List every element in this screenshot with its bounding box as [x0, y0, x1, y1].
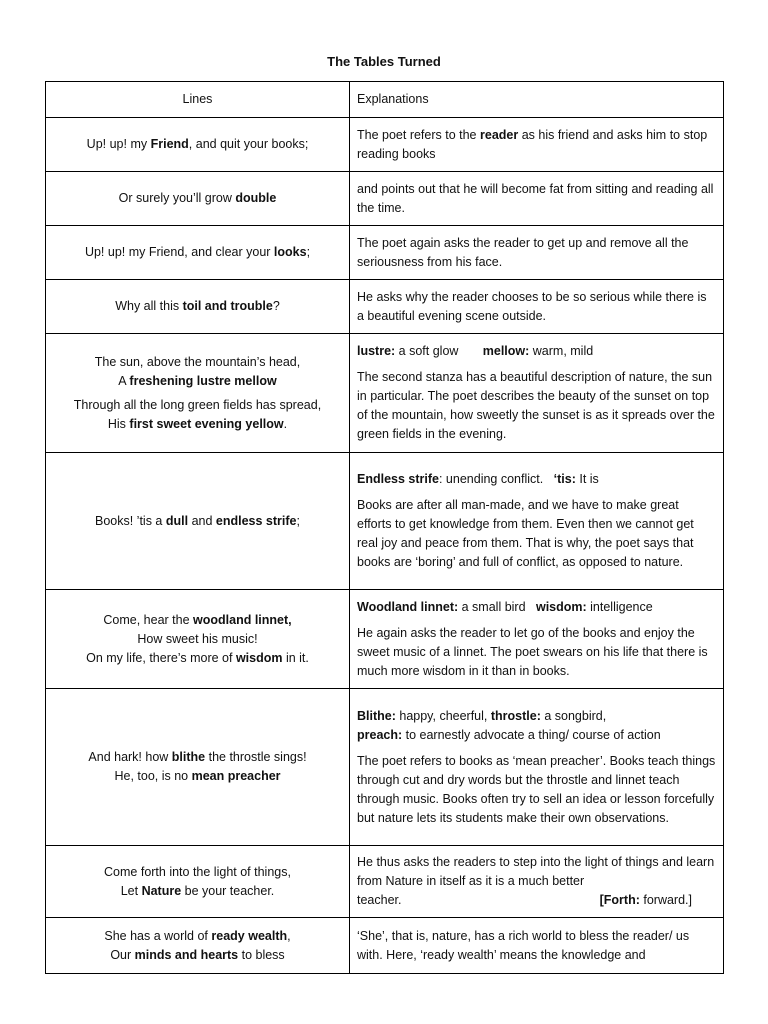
poem-line [53, 243, 342, 262]
explanation-text: teacher. [357, 893, 402, 907]
explanation-paragraph [357, 496, 716, 572]
explanation-bold: lustre: [357, 344, 396, 358]
poem-line [53, 611, 342, 630]
poem-lines-cell [46, 590, 350, 689]
table-row [46, 280, 724, 334]
explanation-bold: Blithe: [357, 708, 396, 723]
explanation-text: a small bird [458, 599, 536, 614]
explanation-bold: mellow: [482, 344, 530, 358]
poem-line-bold: looks [273, 245, 307, 259]
poem-line-text: The sun, above the mountain’s head, [94, 354, 301, 369]
explanation-text: to earnestly advocate a thing/ course of action [402, 727, 661, 742]
poem-lines-cell [46, 918, 350, 974]
poem-line-bold: woodland linnet, [193, 612, 292, 627]
stanza [53, 512, 342, 531]
explanation-paragraph [357, 752, 719, 828]
poem-line [53, 927, 342, 946]
explanation-cell [350, 846, 724, 918]
poem-lines-cell [46, 453, 350, 590]
poem-line-text: in it. [282, 650, 309, 665]
poem-line-text: and [188, 513, 216, 528]
explanation-text: He asks why the reader chooses to be so serious while there is a beautiful evening scene outside. [357, 289, 710, 323]
poem-line-text: ? [272, 299, 280, 313]
explanation-bold: [Forth: [599, 893, 640, 907]
explanation-text: The poet refers to the [357, 127, 480, 142]
stanza [53, 927, 342, 965]
poem-line-text: , [287, 928, 291, 943]
stanza [53, 748, 342, 786]
explanation-paragraph [357, 853, 716, 891]
poem-line-bold: toil and trouble [182, 299, 273, 313]
poem-line-bold: ready wealth [211, 928, 288, 943]
table-header-row [46, 82, 724, 118]
poem-line [53, 189, 342, 208]
explanation-cell [350, 689, 724, 846]
poem-line-bold: wisdom [235, 650, 283, 665]
explanation-cell [350, 918, 724, 974]
explanation-cell [350, 334, 724, 453]
stanza [53, 135, 342, 154]
explanation-text: a songbird, [540, 708, 607, 723]
poem-lines-cell [46, 172, 350, 226]
poem-line-text: Through all the long green fields has spread, [73, 397, 322, 412]
explanation-bold: ‘tis: [553, 472, 576, 486]
poem-line-text: to bless [238, 947, 285, 962]
table-row [46, 226, 724, 280]
poem-line-text: She has a world of [104, 928, 212, 943]
poem-lines-cell [46, 280, 350, 334]
table-row [46, 334, 724, 453]
poem-table [45, 81, 724, 974]
explanation-text: as his friend and asks him to stop reading books [357, 127, 711, 161]
poem-line [53, 767, 342, 786]
explanation-cell [350, 118, 724, 172]
poem-line [53, 863, 342, 882]
explanation-tail [357, 891, 716, 910]
poem-line-bold: freshening lustre mellow [129, 373, 277, 388]
stanza [53, 189, 342, 208]
poem-lines-cell [46, 689, 350, 846]
explanation-text: a soft glow [395, 344, 483, 358]
poem-line-text: Our [110, 947, 135, 962]
stanza [53, 611, 342, 668]
explanation-text: happy, cheerful, [395, 708, 491, 723]
poem-line-text: And hark! how [88, 750, 172, 764]
poem-line [53, 297, 342, 316]
poem-line-text: Come forth into the light of things, [104, 864, 291, 879]
explanation-bold: preach: [357, 727, 403, 742]
header-lines: Lines [46, 82, 350, 118]
poem-line [53, 748, 342, 767]
explanation-paragraph [357, 707, 716, 745]
table-row [46, 453, 724, 590]
explanation-cell [350, 280, 724, 334]
explanation-paragraph [357, 624, 716, 681]
poem-lines-cell [46, 846, 350, 918]
poem-line-bold: dull [165, 513, 189, 528]
poem-line-text: Let [120, 883, 142, 898]
poem-line-bold: blithe [171, 750, 206, 764]
poem-line-text: Come, hear the [103, 612, 194, 627]
poem-line-bold: Nature [141, 883, 182, 898]
poem-line-text: Books! ’tis a [95, 513, 166, 528]
table-row [46, 918, 724, 974]
explanation-text: The second stanza has a beautiful description of nature, the sun in particular. The poet describes the beauty of the sunset on top of the mountain, how sweetly the sunset is as it spreads over the green fields in the evening. [357, 370, 719, 441]
poem-lines-cell [46, 118, 350, 172]
poem-line-text: ; [296, 513, 300, 528]
poem-line-text: , and quit your books; [188, 137, 309, 151]
poem-line [53, 135, 342, 154]
stanza [53, 396, 342, 434]
explanation-bold: Endless strife [357, 472, 439, 486]
poem-line [53, 630, 342, 649]
explanation-bold: wisdom: [535, 599, 587, 614]
table-row [46, 118, 724, 172]
poem-lines-cell [46, 334, 350, 453]
explanation-paragraph [357, 126, 716, 164]
poem-line-bold: minds and hearts [134, 947, 239, 962]
explanation-bold: Woodland linnet: [357, 599, 459, 614]
poem-line-text: the throstle sings! [205, 750, 307, 764]
poem-line-bold: first sweet evening yellow [129, 416, 284, 431]
explanation-paragraph [357, 180, 716, 218]
poem-line-text: Or surely you’ll grow [118, 191, 236, 205]
explanation-text: He again asks the reader to let go of the books and enjoy the sweet music of a linnet. The poet swears on his life that there is much more wisdom in it than in books. [357, 625, 712, 678]
poem-line-text: ; [306, 245, 311, 259]
explanation-paragraph [357, 342, 716, 361]
explanation-text: He thus asks the readers to step into the light of things and learn from Nature in itself as it is a much better [357, 855, 718, 888]
explanation-bold: reader [480, 127, 519, 142]
poem-line-text: be your teacher. [181, 883, 275, 898]
poem-line [53, 396, 342, 415]
header-explanations: Explanations [350, 82, 724, 118]
table-row [46, 590, 724, 689]
explanation-paragraph [357, 368, 719, 444]
explanation-paragraph [357, 927, 716, 965]
explanation-text: warm, mild [529, 344, 594, 358]
poem-line-text: He, too, is no [114, 769, 192, 783]
poem-line-text: On my life, there’s more of [86, 650, 236, 665]
poem-line [53, 946, 342, 965]
poem-line [53, 649, 342, 668]
poem-line [53, 372, 342, 391]
explanation-text: intelligence [586, 599, 653, 614]
explanation-cell [350, 172, 724, 226]
poem-line-bold: Friend [150, 137, 189, 151]
explanation-text: ‘She’, that is, nature, has a rich world to bless the reader/ us with. Here, ‘ready wealth’ means the knowledge and [357, 928, 693, 962]
explanation-text: forward.] [639, 893, 692, 907]
poem-line-text: Why all this [115, 299, 183, 313]
poem-line-bold: double [235, 191, 277, 205]
explanation-cell [350, 453, 724, 590]
poem-line-text: His [107, 416, 130, 431]
page-title: The Tables Turned [327, 54, 441, 69]
poem-line [53, 512, 342, 531]
explanation-paragraph [357, 288, 716, 326]
poem-line [53, 353, 342, 372]
stanza [53, 243, 342, 262]
poem-line-text: Up! up! my [86, 137, 151, 151]
explanation-text: : unending conflict. [438, 472, 554, 486]
explanation-paragraph [357, 234, 716, 272]
poem-line-text: . [283, 416, 288, 431]
stanza [53, 863, 342, 901]
explanation-text: It is [575, 472, 599, 486]
poem-line-bold: mean preacher [191, 769, 281, 783]
poem-line-text: A [118, 373, 130, 388]
explanation-bold: throstle: [490, 708, 541, 723]
poem-line-text: How sweet his music! [137, 631, 258, 646]
gloss-forth [600, 891, 692, 910]
explanation-text: The poet refers to books as ‘mean preacher’. Books teach things through cut and dry words but the throstle and linnet teach through music. Books often try to sell an idea or lesson forcefully but nature lets its students make their own observations. [357, 753, 719, 825]
explanation-text: Books are after all man-made, and we have to make great efforts to get knowledge from them. Even then we cannot get real joy and peace from them. That is why, the poet says that books are ‘boring’ and full of conflict, as opposed to nature. [357, 498, 698, 569]
table-row [46, 689, 724, 846]
table-row [46, 846, 724, 918]
poem-line-bold: endless strife [215, 513, 297, 528]
explanation-cell [350, 590, 724, 689]
table-row [46, 172, 724, 226]
poem-lines-cell [46, 226, 350, 280]
explanation-text: The poet again asks the reader to get up and remove all the seriousness from his face. [357, 235, 692, 269]
explanation-text: and points out that he will become fat from sitting and reading all the time. [357, 181, 717, 215]
poem-line [53, 882, 342, 901]
poem-line [53, 415, 342, 434]
explanation-cell [350, 226, 724, 280]
poem-line-text: Up! up! my Friend, and clear your [84, 245, 274, 259]
explanation-paragraph [357, 598, 716, 617]
stanza [53, 297, 342, 316]
stanza [53, 353, 342, 391]
explanation-paragraph [357, 470, 716, 489]
